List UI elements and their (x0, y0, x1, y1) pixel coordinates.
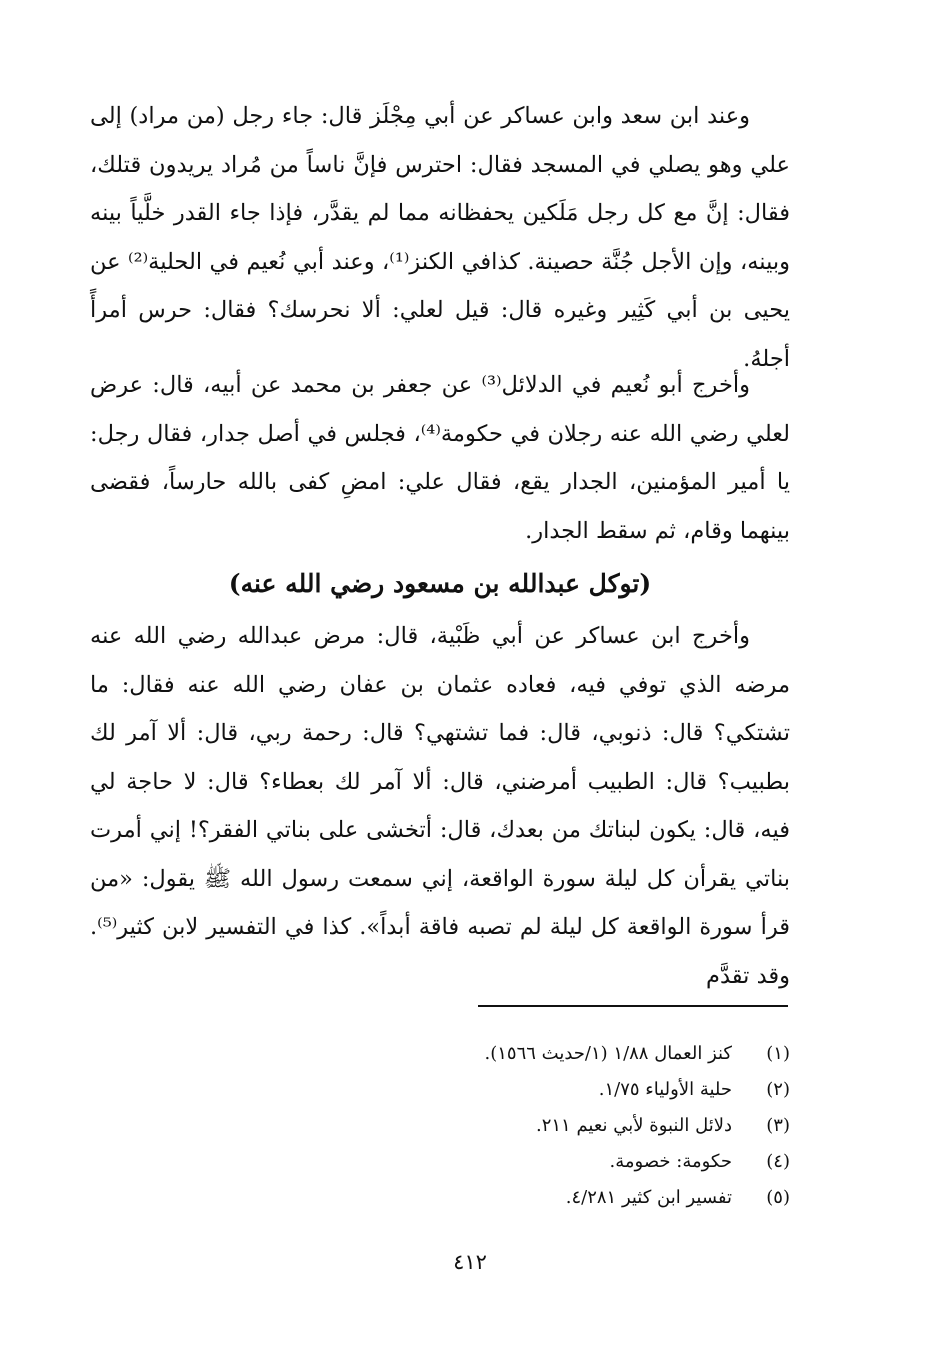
footnote-text: حكومة: خصومة. (609, 1151, 732, 1172)
footnote-number: (٢) (766, 1079, 790, 1100)
footnote-item (90, 1108, 790, 1144)
footnote-item (90, 1036, 790, 1072)
footnote-item (90, 1072, 790, 1108)
footnotes-list (90, 1036, 790, 1216)
footnote-item (90, 1144, 790, 1180)
paragraph-3 (90, 612, 790, 1000)
paragraph-2 (90, 361, 790, 555)
section-heading: (توكل عبدالله بن مسعود رضي الله عنه) (228, 569, 652, 598)
footnote-text: حلية الأولياء ١/٧٥. (598, 1079, 732, 1100)
footnote-item (90, 1180, 790, 1216)
paragraph-1 (90, 92, 790, 383)
page-number: ٤١٢ (453, 1250, 487, 1274)
paragraph-1-text: وعند ابن سعد وابن عساكر عن أبي مِجْلَز قال: جاء رجل (من مراد) إلى علي وهو يصلي في المسجد فقال: احترس فإنَّ ناساً من مُراد يريدون قتلك، فقال: إنَّ مع كل رجل مَلَكين يحفظانه مما لم يقدَّر، فإذا جاء القدر خلَّياً بينه وبينه، وإن الأجل جُنَّة حصينة. كذافي الكنز⁽¹⁾، وعند أبي نُعيم في الحلية⁽²⁾ عن يحيى بن أبي كَثِير وغيره قال: قيل لعلي: ألا نحرسك؟ فقال: حرس أمرأً أجلهُ. (90, 103, 791, 372)
footnote-text: تفسير ابن كثير ٤/٢٨١. (565, 1187, 732, 1208)
paragraph-3-text: وأخرج ابن عساكر عن أبي ظَبْية، قال: مرض عبدالله رضي الله عنه مرضه الذي توفي فيه، فعاده عثمان بن عفان رضي الله عنه فقال: ما تشتكي؟ قال: ذنوبي، قال: فما تشتهي؟ قال: رحمة ربي، قال: ألا آمر لك بطبيب؟ قال: الطبيب أمرضني، قال: ألا آمر لك بعطاء؟ قال: لا حاجة لي فيه، قال: يكون لبناتك من بعدك، قال: أتخشى على بناتي الفقر؟! إني أمرت بناتي يقرأن كل ليلة سورة الواقعة، إني سمعت رسول الله ﷺ يقول: «من قرأ سورة الواقعة كل ليلة لم تصبه فاقة أبداً». كذا في التفسير لابن كثير⁽⁵⁾. وقد تقدَّم (90, 623, 790, 989)
footnote-text: دلائل النبوة لأبي نعيم ٢١١. (535, 1115, 732, 1136)
footnote-number: (٥) (766, 1187, 790, 1208)
paragraph-2-text: وأخرج أبو نُعيم في الدلائل⁽³⁾ عن جعفر بن محمد عن أبيه، قال: عرض لعلي رضي الله عنه رجلان في حكومة⁽⁴⁾، فجلس في أصل جدار، فقال رجل: يا أمير المؤمنين، الجدار يقع، فقال علي: امضِ كفى بالله حارساً، فقضى بينهما وقام، ثم سقط الجدار. (90, 372, 791, 544)
footnote-divider (478, 1005, 788, 1007)
footnote-text: كنز العمال ١/٨٨ (١/حديث ١٥٦٦). (484, 1043, 732, 1064)
footnote-number: (١) (766, 1043, 790, 1064)
footnote-number: (٤) (766, 1151, 790, 1172)
footnote-number: (٣) (766, 1115, 790, 1136)
